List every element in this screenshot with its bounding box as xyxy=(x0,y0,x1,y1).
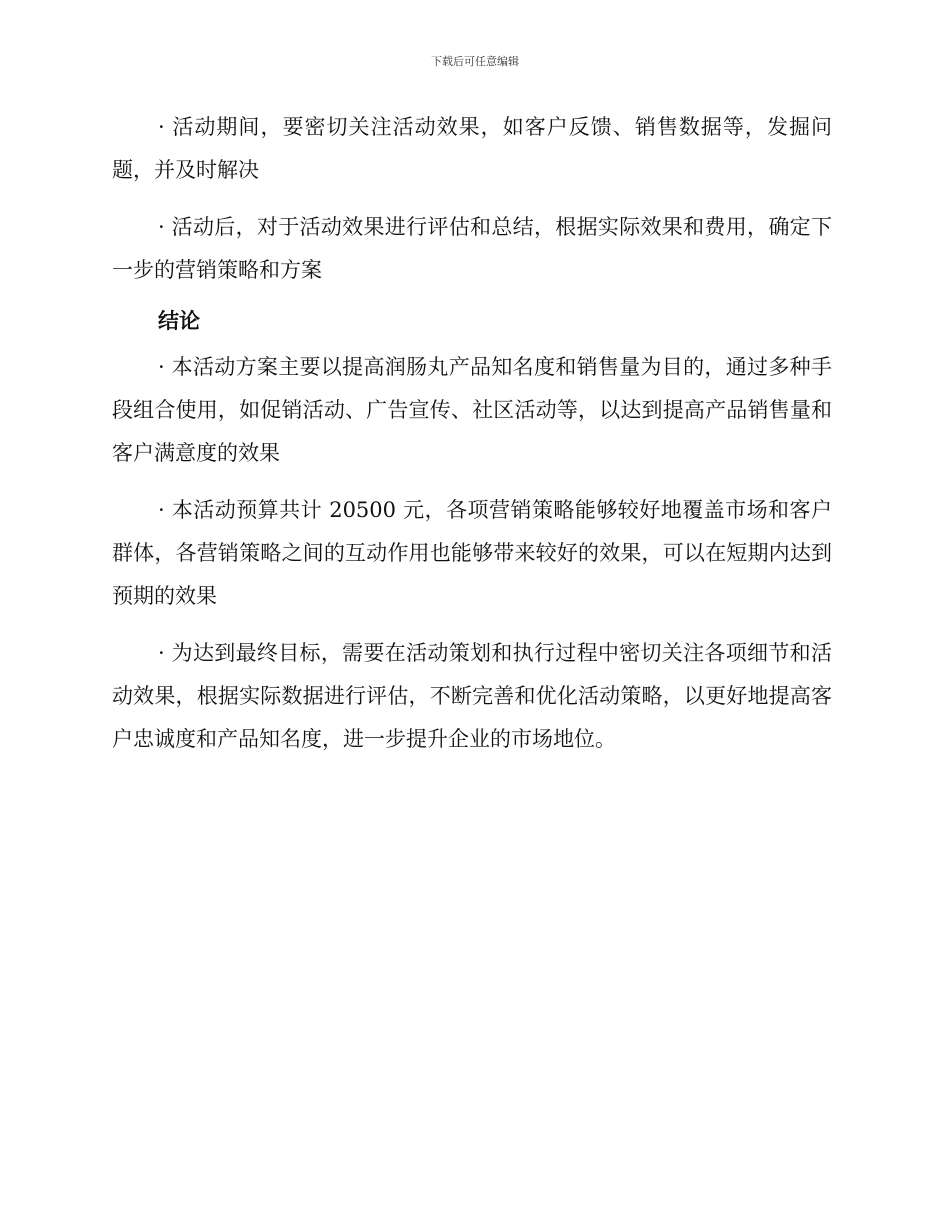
page-header: 下载后可任意编辑 xyxy=(431,55,519,68)
paragraph-conclusion-goal: · 本活动方案主要以提高润肠丸产品知名度和销售量为目的，通过多种手段组合使用，如促销活动、广告宣传、社区活动等，以达到提高产品销售量和客户满意度的效果 xyxy=(112,355,832,465)
paragraph-conclusion-final: · 为达到最终目标，需要在活动策划和执行过程中密切关注各项细节和活动效果，根据实际数据进行评估，不断完善和优化活动策略，以更好地提高客户忠诚度和产品知名度，进一步提升企业的市场地位。 xyxy=(112,641,832,751)
section-heading-conclusion: 结论 xyxy=(158,308,200,333)
paragraph-after-activity: · 活动后，对于活动效果进行评估和总结，根据实际效果和费用，确定下一步的营销策略和方案 xyxy=(112,215,832,282)
paragraph-conclusion-budget: · 本活动预算共计 20500 元，各项营销策略能够较好地覆盖市场和客户群体，各营销策略之间的互动作用也能够带来较好的效果，可以在短期内达到预期的效果 xyxy=(112,498,832,608)
document-body xyxy=(112,106,832,775)
paragraph-during-activity: · 活动期间，要密切关注活动效果，如客户反馈、销售数据等，发掘问题，并及时解决 xyxy=(112,115,832,182)
